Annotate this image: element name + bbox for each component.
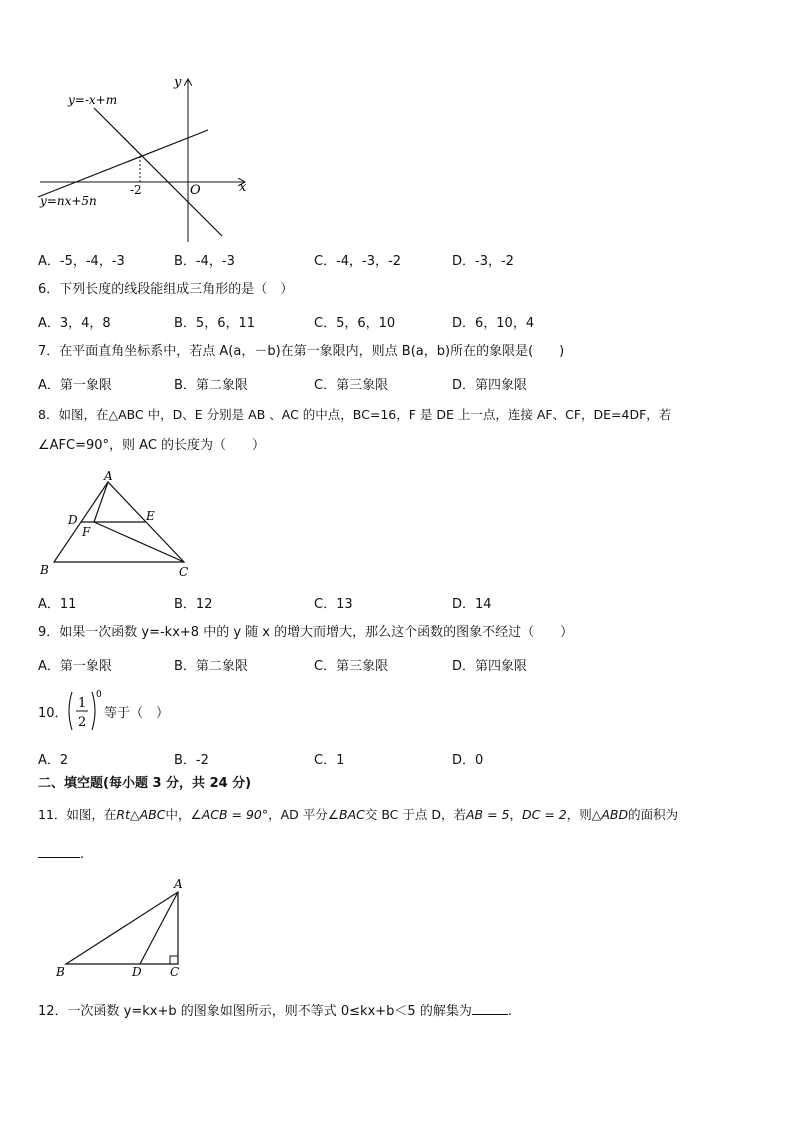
origin-label: O [190, 183, 201, 198]
point-a-label: A [174, 877, 183, 891]
q10-option-d[interactable]: D．0 [452, 753, 484, 768]
q6-options [38, 312, 758, 330]
y-axis-label: y [174, 75, 182, 90]
q5-options [38, 250, 758, 268]
q11-text-6: ，则 [566, 807, 592, 822]
point-c-label: C [170, 965, 180, 979]
q10-suffix: 等于（ ） [104, 706, 170, 721]
segment-af [94, 482, 108, 522]
q5-option-b[interactable]: B．-4，-3 [174, 254, 235, 269]
q11-text-1: 11．如图，在 [38, 807, 117, 822]
point-b-label: B [40, 563, 49, 577]
q8-option-a[interactable]: A．11 [38, 597, 77, 612]
q11-math-abd: △ABD [591, 807, 629, 822]
q12-answer-blank[interactable] [472, 1000, 508, 1015]
q6-option-c[interactable]: C．5，6，10 [314, 316, 396, 331]
triangle-abc-right [66, 892, 178, 964]
q9-option-a[interactable]: A．第一象限 [38, 659, 112, 674]
q10-option-c[interactable]: C．1 [314, 753, 345, 768]
q7-option-c[interactable]: C．第三象限 [314, 378, 389, 393]
q11-math-dc: DC = 2 [522, 807, 567, 822]
point-a-label: A [104, 470, 113, 483]
q10-denominator: 2 [78, 715, 87, 730]
point-e-label: E [146, 509, 155, 523]
q11-text-7: 的面积为 [628, 807, 679, 822]
q11-math-ab: AB = 5 [465, 807, 510, 822]
q7-option-d[interactable]: D．第四象限 [452, 378, 528, 393]
q5-figure [36, 70, 256, 245]
point-b-label: B [56, 965, 65, 979]
q7-stem: 7．在平面直角坐标系中，若点 A(a，－b)在第一象限内，则点 B(a，b)所在的象限是( ) [38, 344, 565, 359]
q11-math-angle-bac: ∠BAC [327, 807, 365, 822]
line1-label: y=-x+m [68, 93, 118, 107]
q7-option-a[interactable]: A．第一象限 [38, 378, 112, 393]
q11-math-rt-abc: Rt△ABC [116, 807, 166, 822]
point-f-label: F [82, 525, 91, 539]
q8-option-c[interactable]: C．13 [314, 597, 353, 612]
q8-options [38, 593, 758, 611]
q6-option-b[interactable]: B．5，6，11 [174, 316, 256, 331]
q6-option-d[interactable]: D．6，10，4 [452, 316, 535, 331]
q11-stem [38, 806, 678, 824]
line-y-nx-plus-5n [38, 130, 208, 197]
q10-fraction [64, 688, 104, 734]
q11-answer-line [38, 843, 84, 864]
q9-option-c[interactable]: C．第三象限 [314, 659, 389, 674]
q11-figure [50, 876, 200, 980]
point-c-label: C [179, 565, 189, 579]
q8-stem-line2: ∠AFC=90°，则 AC 的长度为（ ） [38, 438, 266, 453]
q9-options [38, 655, 758, 673]
q6-option-a[interactable]: A．3，4，8 [38, 316, 111, 331]
q11-text-5: ， [509, 807, 522, 822]
q5-option-a[interactable]: A．-5，-4，-3 [38, 254, 125, 269]
q11-text-3: ，AD 平分 [268, 807, 328, 822]
q11-answer-blank[interactable] [38, 843, 80, 858]
q10-numerator: 1 [78, 696, 87, 711]
x-axis-label: x [239, 180, 247, 195]
q10-option-b[interactable]: B．-2 [174, 753, 209, 768]
tick-neg2-label: -2 [130, 183, 142, 197]
line2-label: y=nx+5n [40, 194, 97, 208]
q8-option-d[interactable]: D．14 [452, 597, 492, 612]
q9-stem: 9．如果一次函数 y=-kx+8 中的 y 随 x 的增大而增大，那么这个函数的图象不经过（ ） [38, 625, 574, 640]
q12-text: 12．一次函数 y=kx+b 的图象如图所示，则不等式 0≤kx+b＜5 的解集为 [38, 1004, 472, 1019]
section-2-heading: 二、填空题(每小题 3 分，共 24 分) [38, 776, 252, 791]
q7-options [38, 374, 758, 392]
q5-option-d[interactable]: D．-3，-2 [452, 254, 514, 269]
segment-cf [94, 522, 184, 562]
line-y-neg-x-plus-m [94, 108, 222, 236]
q10-exponent: 0 [96, 690, 102, 700]
point-d-label: D [132, 965, 142, 979]
q5-option-c[interactable]: C．-4，-3，-2 [314, 254, 401, 269]
point-d-label: D [68, 513, 78, 527]
q12-stem [38, 1000, 512, 1021]
segment-ad [140, 892, 178, 964]
q7-option-b[interactable]: B．第二象限 [174, 378, 248, 393]
q12-end: . [507, 1004, 512, 1019]
right-angle-mark [170, 956, 178, 964]
q6-stem: 6．下列长度的线段能组成三角形的是（ ） [38, 282, 294, 297]
q8-option-b[interactable]: B．12 [174, 597, 213, 612]
q11-text-4: 交 BC 于点 D，若 [364, 807, 466, 822]
q11-end: . [80, 847, 85, 862]
q9-option-d[interactable]: D．第四象限 [452, 659, 528, 674]
q8-stem-line1: 8．如图，在△ABC 中，D、E 分别是 AB 、AC 的中点，BC=16，F 是 DE 上一点，连接 AF、CF，DE=4DF，若 [38, 407, 672, 422]
q10-prefix: 10． [38, 706, 68, 721]
q10-options [38, 749, 758, 767]
q10-option-a[interactable]: A．2 [38, 753, 69, 768]
q9-option-b[interactable]: B．第二象限 [174, 659, 248, 674]
q11-math-angle-acb: ∠ACB = 90° [190, 807, 269, 822]
q11-text-2: 中， [165, 807, 191, 822]
q8-figure [36, 470, 206, 582]
